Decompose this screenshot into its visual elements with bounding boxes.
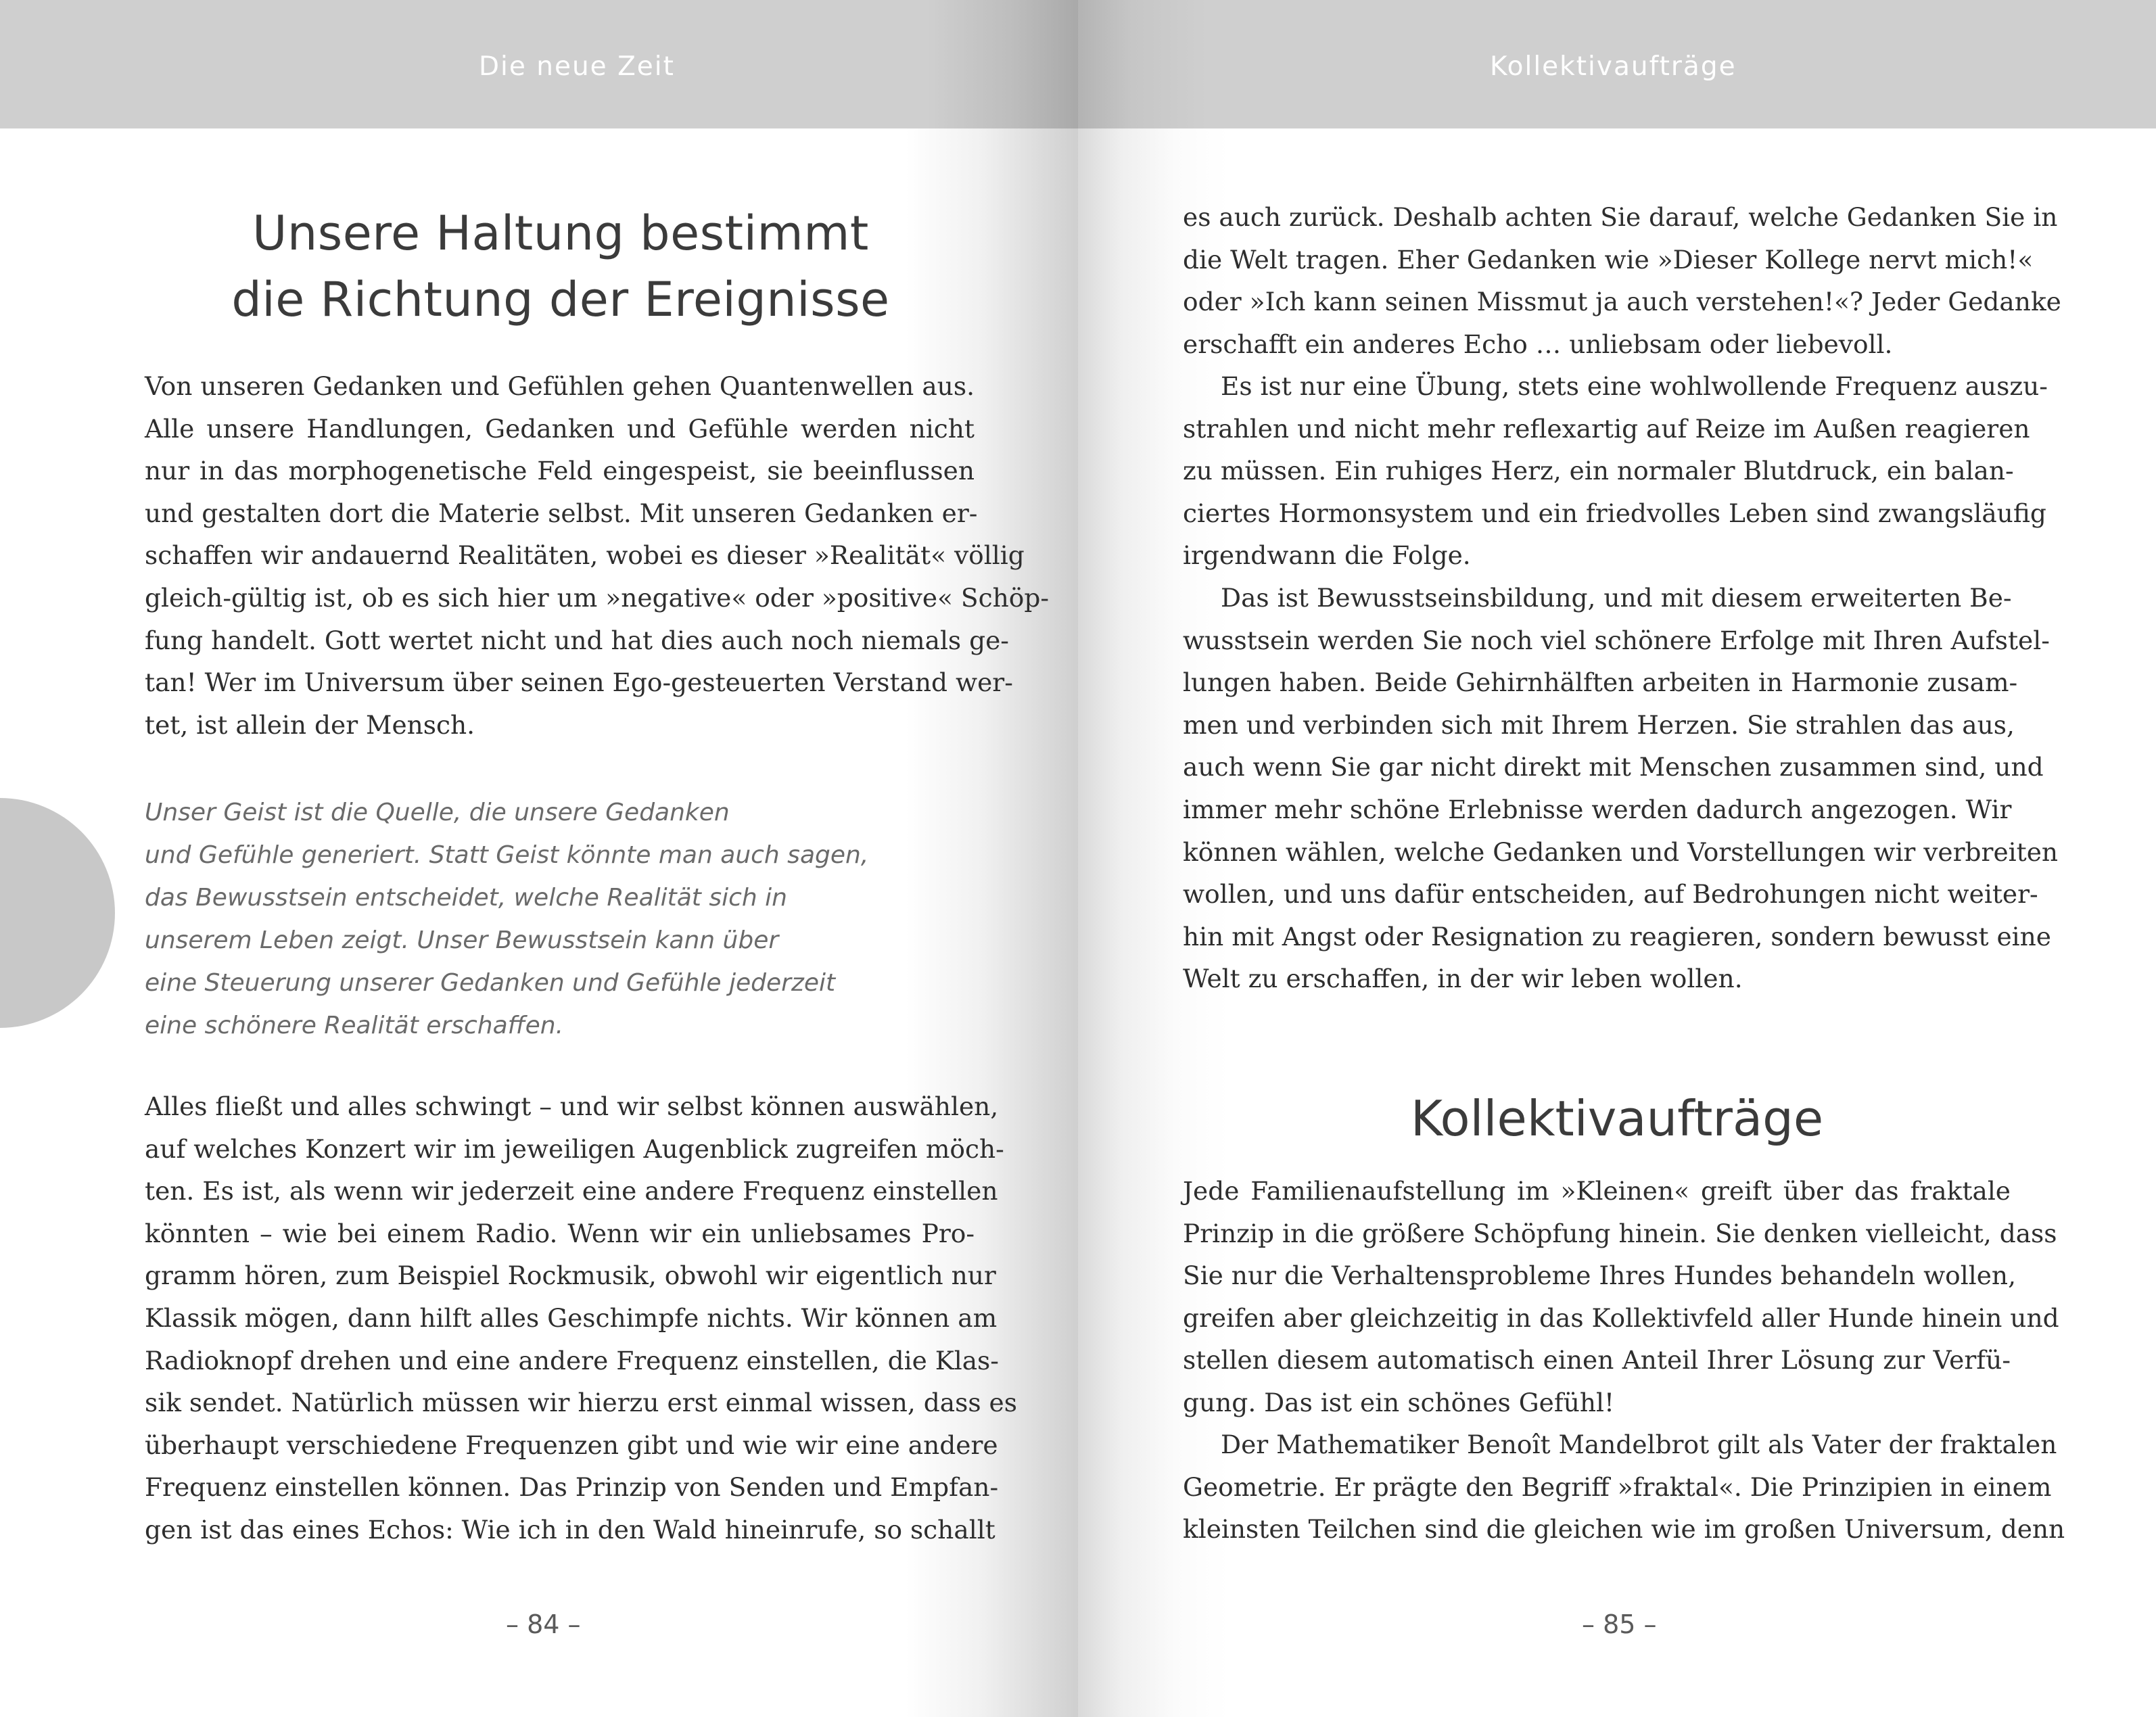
text-line: tet, ist allein der Mensch. bbox=[145, 709, 475, 740]
quote-line: eine schönere Realität erschaffen. bbox=[145, 1012, 564, 1039]
text-line: Das ist Bewusstseinsbildung, und mit diesem erweiterten Be- bbox=[1221, 583, 2012, 613]
text-line: auch wenn Sie gar nicht direkt mit Menschen zusammen sind, und bbox=[1183, 752, 2044, 782]
text-line: gen ist das eines Echos: Wie ich in den Wald hineinrufe, so schallt bbox=[145, 1514, 995, 1545]
section-title-haltung bbox=[145, 200, 977, 333]
text-line: wusstsein werden Sie noch viel schönere Erfolge mit Ihren Aufstel- bbox=[1183, 625, 2050, 655]
section-title-kollektivauftraege: Kollektivaufträge bbox=[1410, 1090, 1824, 1147]
text-line: oder »Ich kann seinen Missmut ja auch verstehen!«? Jeder Gedanke bbox=[1183, 287, 2061, 317]
text-line: überhaupt verschiedene Frequenzen gibt und wie wir eine andere bbox=[145, 1430, 998, 1460]
quote-line: das Bewusstsein entscheidet, welche Realität sich in bbox=[145, 884, 787, 912]
text-line: Der Mathematiker Benoît Mandelbrot gilt als Vater der fraktalen bbox=[1221, 1430, 2057, 1459]
text-line: Radioknopf drehen und eine andere Frequenz einstellen, die Klas- bbox=[145, 1345, 999, 1375]
text-line: Von unseren Gedanken und Gefühlen gehen Quantenwellen aus. bbox=[145, 371, 975, 401]
right-running-head: Kollektivaufträge bbox=[1490, 51, 1737, 82]
right-paragraph-3 bbox=[1183, 577, 2059, 1000]
text-line: tan! Wer im Universum über seinen Ego-gesteuerten Verstand wer- bbox=[145, 667, 1013, 698]
text-line: men und verbinden sich mit Ihrem Herzen. Sie strahlen das aus, bbox=[1183, 709, 2015, 740]
text-line: Alle unsere Handlungen, Gedanken und Gefühle werden nicht bbox=[145, 413, 975, 444]
text-line: auf welches Konzert wir im jeweiligen Augenblick zugreifen möch- bbox=[145, 1133, 1004, 1164]
right-page bbox=[1078, 0, 2156, 1717]
text-line: es auch zurück. Deshalb achten Sie darauf, welche Gedanken Sie in bbox=[1183, 202, 2058, 232]
text-line: erschafft ein anderes Echo … unliebsam oder liebevoll. bbox=[1183, 329, 1893, 359]
text-line: lungen haben. Beide Gehirnhälften arbeiten in Harmonie zusam- bbox=[1183, 667, 2018, 698]
right-paragraph-2 bbox=[1183, 365, 2048, 577]
text-line: und gestalten dort die Materie selbst. Mit unseren Gedanken er- bbox=[145, 498, 978, 528]
title-line: Unsere Haltung bestimmt bbox=[252, 206, 869, 261]
text-line: strahlen und nicht mehr reflexartig auf Reize im Außen reagieren bbox=[1183, 413, 2030, 444]
text-line: Prinzip in die größere Schöpfung hinein. Sie denken vielleicht, dass bbox=[1183, 1218, 2057, 1248]
quote-line: Unser Geist ist die Quelle, die unsere Gedanken bbox=[145, 799, 730, 826]
pull-quote bbox=[145, 791, 889, 1047]
text-line: ten. Es ist, als wenn wir jederzeit eine andere Frequenz einstellen bbox=[145, 1176, 998, 1206]
text-line: irgendwann die Folge. bbox=[1183, 540, 1471, 571]
right-paragraph-5 bbox=[1183, 1424, 2065, 1551]
text-line: stellen diesem automatisch einen Anteil Ihrer Lösung zur Verfü- bbox=[1183, 1345, 2011, 1375]
text-line: nur in das morphogenetische Feld eingespeist, sie beeinflussen bbox=[145, 456, 975, 486]
text-line: hin mit Angst oder Resignation zu reagieren, sondern bewusst eine bbox=[1183, 921, 2051, 951]
right-paragraph-4 bbox=[1183, 1170, 2059, 1424]
text-line: gramm hören, zum Beispiel Rockmusik, obwohl wir eigentlich nur bbox=[145, 1261, 996, 1291]
left-paragraph-2 bbox=[145, 1085, 1017, 1551]
text-line: kleinsten Teilchen sind die gleichen wie im großen Universum, denn bbox=[1183, 1514, 2065, 1545]
text-line: Jede Familienaufstellung im »Kleinen« greift über das fraktale bbox=[1183, 1176, 2011, 1206]
title-line: die Richtung der Ereignisse bbox=[231, 272, 890, 327]
text-line: ciertes Hormonsystem und ein friedvolles Leben sind zwangsläufig bbox=[1183, 498, 2046, 528]
text-line: Alles fließt und alles schwingt – und wir selbst können auswählen, bbox=[145, 1091, 999, 1121]
text-line: Frequenz einstellen können. Das Prinzip von Senden und Empfan- bbox=[145, 1472, 999, 1503]
text-line: wollen, und uns dafür entscheiden, auf Bedrohungen nicht weiter- bbox=[1183, 879, 2038, 910]
quote-line: unserem Leben zeigt. Unser Bewusstsein kann über bbox=[145, 926, 779, 954]
text-line: immer mehr schöne Erlebnisse werden dadurch angezogen. Wir bbox=[1183, 794, 2012, 824]
text-line: Klassik mögen, dann hilft alles Geschimpfe nichts. Wir können am bbox=[145, 1302, 998, 1333]
right-paragraph-1 bbox=[1183, 196, 2061, 365]
text-line: die Welt tragen. Eher Gedanken wie »Dieser Kollege nervt mich!« bbox=[1183, 244, 2034, 275]
page-number-right: – 85 – bbox=[1582, 1609, 1657, 1639]
text-line: fung handelt. Gott wertet nicht und hat dies auch noch niemals ge- bbox=[145, 625, 1009, 655]
quote-line: eine Steuerung unserer Gedanken und Gefühle jederzeit bbox=[145, 969, 836, 997]
left-running-head: Die neue Zeit bbox=[479, 51, 675, 82]
text-line: Geometrie. Er prägte den Begriff »fraktal«. Die Prinzipien in einem bbox=[1183, 1472, 2052, 1502]
text-line: gung. Das ist ein schönes Gefühl! bbox=[1183, 1387, 1615, 1417]
quote-line: und Gefühle generiert. Statt Geist könnte man auch sagen, bbox=[145, 841, 869, 869]
text-line: können wählen, welche Gedanken und Vorstellungen wir verbreiten bbox=[1183, 837, 2059, 867]
text-line: Welt zu erschaffen, in der wir leben wollen. bbox=[1183, 964, 1743, 994]
text-line: zu müssen. Ein ruhiges Herz, ein normaler Blutdruck, ein balan- bbox=[1183, 456, 2014, 486]
text-line: Sie nur die Verhaltensprobleme Ihres Hundes behandeln wollen, bbox=[1183, 1261, 2017, 1291]
chapter-thumb-tab bbox=[0, 798, 115, 1028]
text-line: Es ist nur eine Übung, stets eine wohlwollende Frequenz auszu- bbox=[1221, 371, 2048, 401]
text-line: greifen aber gleichzeitig in das Kollektivfeld aller Hunde hinein und bbox=[1183, 1302, 2059, 1333]
text-line: sik sendet. Natürlich müssen wir hierzu erst einmal wissen, dass es bbox=[145, 1388, 1017, 1418]
text-line: könnten – wie bei einem Radio. Wenn wir ein unliebsames Pro- bbox=[145, 1218, 975, 1248]
text-line: schaffen wir andauernd Realitäten, wobei es dieser »Realität« völlig bbox=[145, 540, 1025, 571]
left-paragraph-1 bbox=[145, 365, 1050, 746]
page-number-left: – 84 – bbox=[506, 1609, 581, 1639]
text-line: gleich-gültig ist, ob es sich hier um »negative« oder »positive« Schöp- bbox=[145, 582, 1050, 613]
